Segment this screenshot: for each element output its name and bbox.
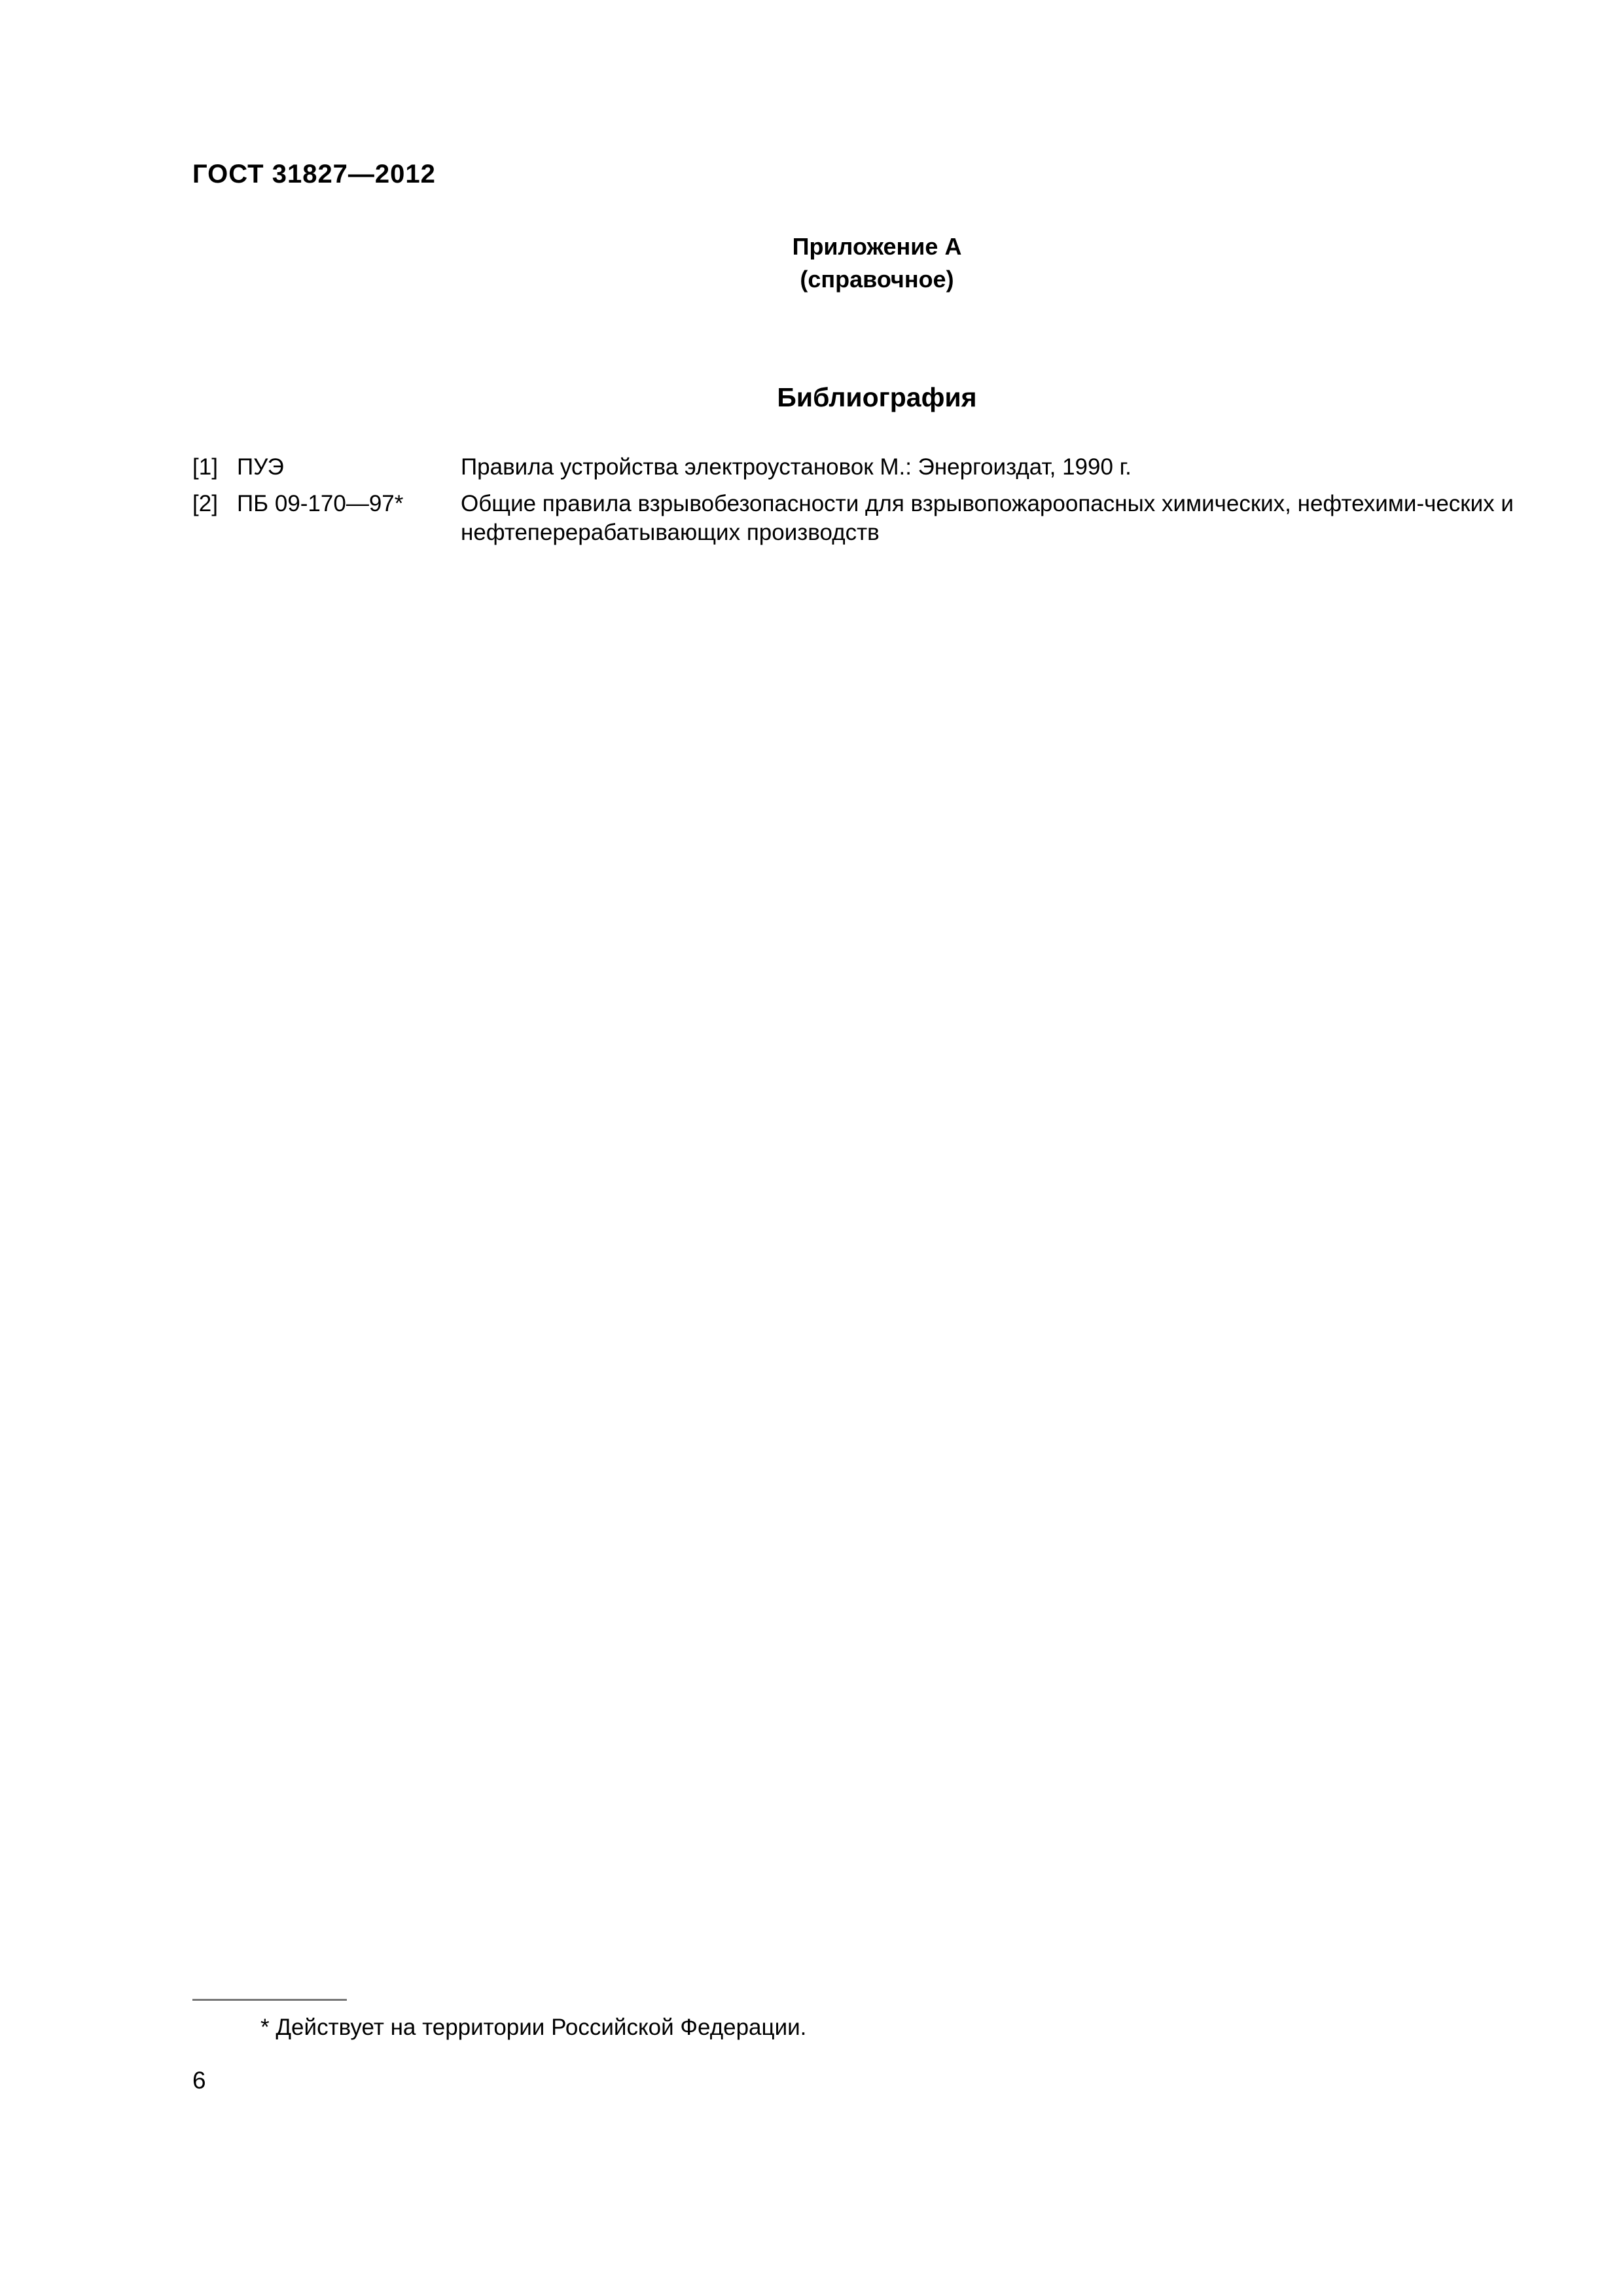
bibliography-entry [192, 490, 1514, 547]
bibliography-entry-number: [1] [192, 454, 218, 480]
document-header-code: ГОСТ 31827—2012 [192, 160, 436, 188]
annex-heading [720, 230, 1034, 296]
annex-subtitle: (справочное) [800, 266, 954, 293]
footnote-divider [192, 1999, 347, 2001]
footnote-text: * Действует на территории Российской Федерации. [260, 2015, 807, 2040]
annex-title: Приложение А [792, 233, 962, 260]
bibliography-title: Библиография [777, 382, 977, 412]
bibliography-entry-text: Общие правила взрывобезопасности для взрывопожароопасных химических, нефтехими-ческих и нефтеперерабатывающих производств [461, 491, 1514, 545]
bibliography-entry-code: ПБ 09-170—97* [237, 491, 404, 516]
bibliography-list [192, 453, 1514, 555]
bibliography-entry [192, 453, 1514, 482]
bibliography-entry-code: ПУЭ [237, 454, 284, 480]
page-number: 6 [192, 2067, 206, 2094]
bibliography-entry-text: Правила устройства электроустановок М.: Энергоиздат, 1990 г. [461, 454, 1132, 480]
bibliography-entry-number: [2] [192, 491, 218, 516]
